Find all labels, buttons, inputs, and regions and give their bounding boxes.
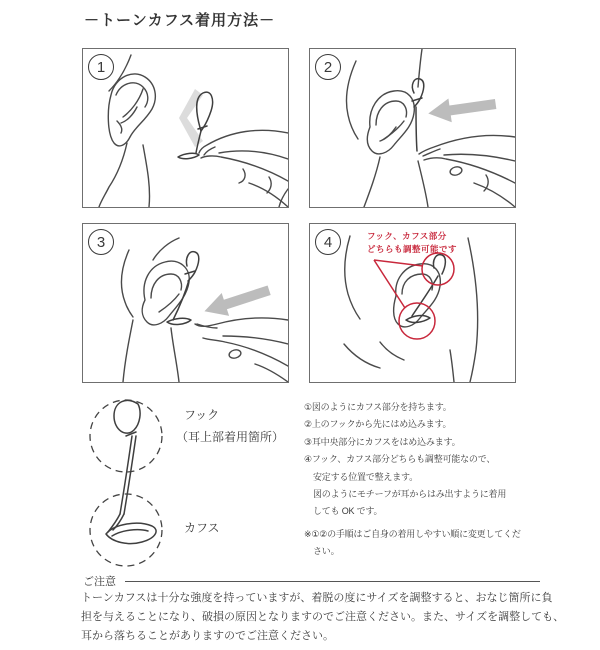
panel-3-illustration [83,224,288,382]
caution-heading: ご注意 [83,576,116,588]
caution-line: 耳から落ちることがありますのでご注意ください。 [81,630,334,642]
hook-highlight-circle [422,253,454,285]
step-panel-2 [309,48,516,208]
panel-1-number-badge: 1 [88,54,114,80]
step-line: ④フック、カフス部分どちらも調整可能なので、 [304,454,496,465]
hook-label: フック [184,408,220,422]
panel-4-number-badge: 4 [315,229,341,255]
panel-2-number-badge: 2 [315,54,341,80]
cuff-label: カフス [184,521,220,535]
hand-drawing [195,318,288,382]
page-title: －トーンカフス着用方法－ [84,12,276,29]
step-line: ②上のフックから先にはめ込みます。 [304,419,452,430]
caution-line: 担を与えることになり、破損の原因となりますのでご注意ください。また、サイズを調整しても、 [81,611,565,623]
step-line: しても OK です。 [313,506,383,517]
panel-1-illustration [83,49,288,207]
step-line: 安定する位置で整えます。 [313,471,418,482]
adjustable-annotation-line1: フック、カフス部分 [367,231,447,241]
instruction-steps [304,399,506,521]
hook-location-note: （耳上部着用箇所） [176,430,285,444]
order-change-note [304,526,521,560]
hand-drawing [419,135,515,207]
head-ear-drawing [344,236,478,382]
adjustable-annotation-line2: どちらも調整可能です [367,244,458,254]
note-line: さい。 [313,546,340,556]
left-arrow [427,92,498,125]
step-panel-4 [309,223,516,383]
caution-divider-line [125,581,540,582]
hand-drawing [199,130,288,207]
caution-body [81,589,564,646]
step-line: 図のようにモチーフが耳からはみ出すように着用 [313,489,507,500]
note-line: ※①②の手順はご自身の着用しやすい順に変更してくだ [304,529,521,539]
caution-line: トーンカフスは十分な強度を持っていますが、着脱の度にサイズを調整すると、おなじ箇所に負 [81,592,553,604]
left-arrow [201,279,273,323]
head-ear-drawing [122,238,190,382]
panel-3-number-badge: 3 [88,229,114,255]
cuff-wire-drawing [106,400,156,543]
cuff-parts-diagram [86,394,196,574]
annotation-pointer-line-top [374,260,423,266]
annotation-pointer-line-bottom [374,260,405,308]
step-line: ③耳中央部分にカフスをはめ込みます。 [304,436,461,447]
step-panel-3 [82,223,289,383]
step-line: ①図のようにカフス部分を持ちます。 [304,402,452,412]
step-panel-1 [82,48,289,208]
panel-2-illustration [310,49,515,207]
